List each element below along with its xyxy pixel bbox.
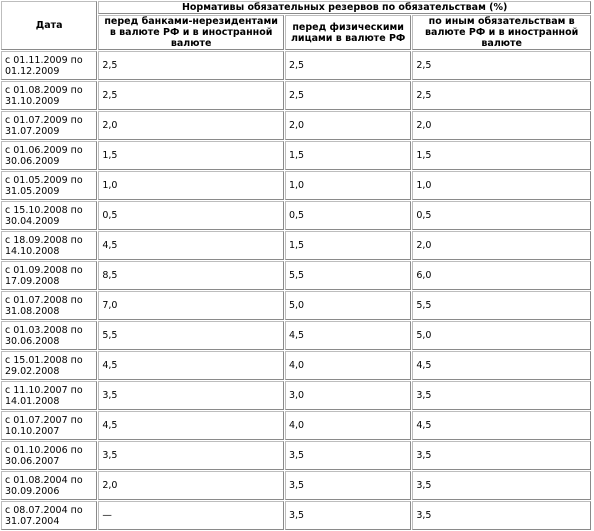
- date-cell: с 01.05.2009 по 31.05.2009: [1, 171, 97, 200]
- other-liabilities-value: 3,5: [412, 501, 591, 530]
- other-liabilities-value: 1,0: [412, 171, 591, 200]
- nonresident-banks-value: 8,5: [98, 261, 284, 290]
- individuals-value: 5,5: [285, 261, 411, 290]
- date-cell: с 01.07.2009 по 31.07.2009: [1, 111, 97, 140]
- table-row: [1, 111, 591, 140]
- individuals-value: 1,5: [285, 231, 411, 260]
- individuals-value: 0,5: [285, 201, 411, 230]
- other-liabilities-value: 3,5: [412, 381, 591, 410]
- nonresident-banks-value: 2,0: [98, 111, 284, 140]
- table-row: [1, 171, 591, 200]
- table-row: [1, 51, 591, 80]
- nonresident-banks-value: 4,5: [98, 351, 284, 380]
- table-row: [1, 81, 591, 110]
- nonresident-banks-value: 2,5: [98, 51, 284, 80]
- other-liabilities-value: 0,5: [412, 201, 591, 230]
- table-row: [1, 321, 591, 350]
- other-liabilities-value: 2,0: [412, 231, 591, 260]
- individuals-value: 4,0: [285, 411, 411, 440]
- individuals-value: 3,0: [285, 381, 411, 410]
- table-header: [1, 1, 591, 50]
- date-cell: с 18.09.2008 по 14.10.2008: [1, 231, 97, 260]
- nonresident-banks-value: 2,5: [98, 81, 284, 110]
- table-row: [1, 501, 591, 530]
- individuals-value: 4,0: [285, 351, 411, 380]
- other-liabilities-value: 2,5: [412, 51, 591, 80]
- table-row: [1, 261, 591, 290]
- individuals-value: 2,5: [285, 51, 411, 80]
- nonresident-banks-value: 2,0: [98, 471, 284, 500]
- date-cell: с 01.11.2009 по 01.12.2009: [1, 51, 97, 80]
- table-row: [1, 351, 591, 380]
- individuals-value: 2,0: [285, 111, 411, 140]
- individuals-column-header: перед физическими лицами в валюте РФ: [285, 15, 411, 50]
- header-row-top: [1, 1, 591, 14]
- date-column-header: Дата: [1, 1, 97, 50]
- other-liabilities-value: 5,0: [412, 321, 591, 350]
- date-cell: с 01.09.2008 по 17.09.2008: [1, 261, 97, 290]
- date-cell: с 01.06.2009 по 30.06.2009: [1, 141, 97, 170]
- date-cell: с 11.10.2007 по 14.01.2008: [1, 381, 97, 410]
- date-cell: с 15.10.2008 по 30.04.2009: [1, 201, 97, 230]
- date-cell: с 01.08.2004 по 30.09.2006: [1, 471, 97, 500]
- nonresident-banks-value: —: [98, 501, 284, 530]
- table-row: [1, 201, 591, 230]
- nonresident-banks-value: 0,5: [98, 201, 284, 230]
- nonresident-banks-value: 3,5: [98, 441, 284, 470]
- date-cell: с 01.07.2008 по 31.08.2008: [1, 291, 97, 320]
- nonresident-banks-value: 1,0: [98, 171, 284, 200]
- reserve-ratios-group-header: Нормативы обязательных резервов по обязательствам (%): [98, 1, 591, 14]
- date-cell: с 08.07.2004 по 31.07.2004: [1, 501, 97, 530]
- date-cell: с 01.07.2007 по 10.10.2007: [1, 411, 97, 440]
- nonresident-banks-value: 3,5: [98, 381, 284, 410]
- table-row: [1, 141, 591, 170]
- other-liabilities-value: 2,5: [412, 81, 591, 110]
- nonresident-banks-value: 4,5: [98, 411, 284, 440]
- table-row: [1, 411, 591, 440]
- table-row: [1, 231, 591, 260]
- other-liabilities-value: 4,5: [412, 351, 591, 380]
- other-liabilities-value: 3,5: [412, 471, 591, 500]
- table-row: [1, 381, 591, 410]
- individuals-value: 3,5: [285, 441, 411, 470]
- nonresident-banks-value: 4,5: [98, 231, 284, 260]
- other-liabilities-value: 4,5: [412, 411, 591, 440]
- other-liabilities-value: 5,5: [412, 291, 591, 320]
- individuals-value: 1,5: [285, 141, 411, 170]
- other-liabilities-value: 1,5: [412, 141, 591, 170]
- date-cell: с 01.03.2008 по 30.06.2008: [1, 321, 97, 350]
- other-liabilities-column-header: по иным обязательствам в валюте РФ и в иностранной валюте: [412, 15, 591, 50]
- table-row: [1, 291, 591, 320]
- table-row: [1, 471, 591, 500]
- individuals-value: 1,0: [285, 171, 411, 200]
- nonresident-banks-value: 7,0: [98, 291, 284, 320]
- table-row: [1, 441, 591, 470]
- nonresident-banks-value: 1,5: [98, 141, 284, 170]
- individuals-value: 4,5: [285, 321, 411, 350]
- nonresident-banks-value: 5,5: [98, 321, 284, 350]
- other-liabilities-value: 2,0: [412, 111, 591, 140]
- other-liabilities-value: 3,5: [412, 441, 591, 470]
- nonresident-banks-column-header: перед банками-нерезидентами в валюте РФ и в иностранной валюте: [98, 15, 284, 50]
- individuals-value: 3,5: [285, 471, 411, 500]
- table-body: [1, 51, 591, 530]
- other-liabilities-value: 6,0: [412, 261, 591, 290]
- date-cell: с 15.01.2008 по 29.02.2008: [1, 351, 97, 380]
- individuals-value: 2,5: [285, 81, 411, 110]
- date-cell: с 01.10.2006 по 30.06.2007: [1, 441, 97, 470]
- date-cell: с 01.08.2009 по 31.10.2009: [1, 81, 97, 110]
- individuals-value: 3,5: [285, 501, 411, 530]
- individuals-value: 5,0: [285, 291, 411, 320]
